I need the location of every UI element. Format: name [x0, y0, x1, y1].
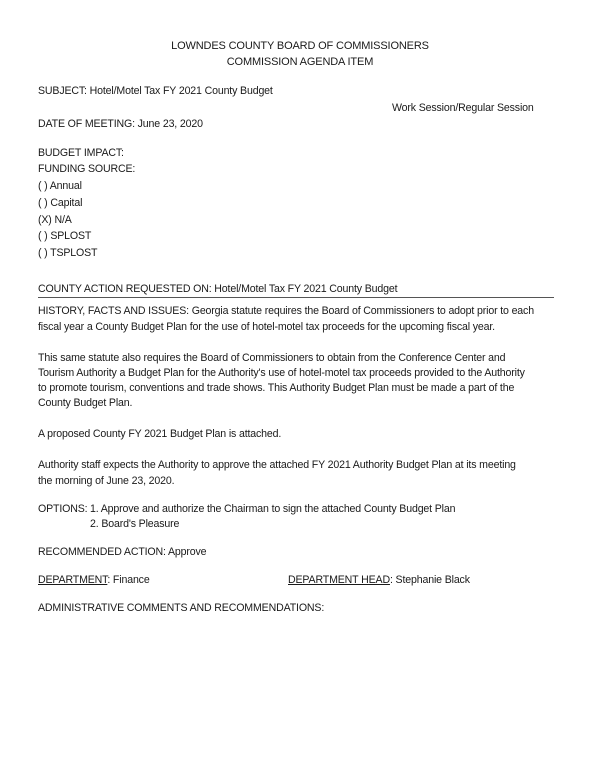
funding-option-tsplost: ( ) TSPLOST: [38, 247, 98, 259]
authority-line: Authority staff expects the Authority to approve the attached FY 2021 Authority Budget Plan at its meeting: [38, 459, 516, 471]
administrative-comments: ADMINISTRATIVE COMMENTS AND RECOMMENDATIONS:: [38, 602, 325, 614]
funding-option-na: (X) N/A: [38, 214, 72, 226]
department-value: : Finance: [107, 574, 150, 586]
funding-source: FUNDING SOURCE:: [38, 163, 136, 175]
agenda-item-title: COMMISSION AGENDA ITEM: [226, 56, 374, 68]
county-action-requested: COUNTY ACTION REQUESTED ON: Hotel/Motel Tax FY 2021 County Budget: [38, 283, 398, 295]
history-line: HISTORY, FACTS AND ISSUES: Georgia statute requires the Board of Commissioners to adopt prior to each: [38, 305, 534, 317]
budget-impact: BUDGET IMPACT:: [38, 147, 124, 159]
statute-line: Tourism Authority a Budget Plan for the Authority's use of hotel-motel tax proceeds provided to the Authority: [38, 367, 525, 379]
proposed-plan: A proposed County FY 2021 Budget Plan is attached.: [38, 428, 282, 440]
subject: SUBJECT: Hotel/Motel Tax FY 2021 County Budget: [38, 85, 273, 97]
department-label: DEPARTMENT: [38, 574, 108, 586]
funding-option-capital: ( ) Capital: [38, 197, 83, 209]
section-divider: [38, 297, 554, 298]
authority-line: the morning of June 23, 2020.: [38, 475, 175, 487]
funding-option-annual: ( ) Annual: [38, 180, 82, 192]
statute-line: to promote tourism, conventions and trade shows. This Authority Budget Plan must be made a part of the: [38, 382, 515, 394]
option-item: 1. Approve and authorize the Chairman to sign the attached County Budget Plan: [90, 503, 456, 515]
board-title: LOWNDES COUNTY BOARD OF COMMISSIONERS: [171, 40, 429, 52]
statute-line: County Budget Plan.: [38, 397, 133, 409]
session-type: Work Session/Regular Session: [392, 102, 534, 114]
funding-option-splost: ( ) SPLOST: [38, 230, 92, 242]
statute-line: This same statute also requires the Board of Commissioners to obtain from the Conference Center and: [38, 352, 506, 364]
department: [38, 573, 150, 587]
history-line: fiscal year a County Budget Plan for the use of hotel-motel tax proceeds for the upcoming fiscal year.: [38, 321, 495, 333]
recommended-action: RECOMMENDED ACTION: Approve: [38, 546, 207, 558]
options-label: OPTIONS:: [38, 503, 88, 515]
department-head-label: DEPARTMENT HEAD: [288, 574, 390, 586]
option-item: 2. Board's Pleasure: [90, 518, 180, 530]
department-head-value: : Stephanie Black: [389, 574, 470, 586]
department-head: [288, 573, 470, 587]
date-of-meeting: DATE OF MEETING: June 23, 2020: [38, 118, 203, 130]
